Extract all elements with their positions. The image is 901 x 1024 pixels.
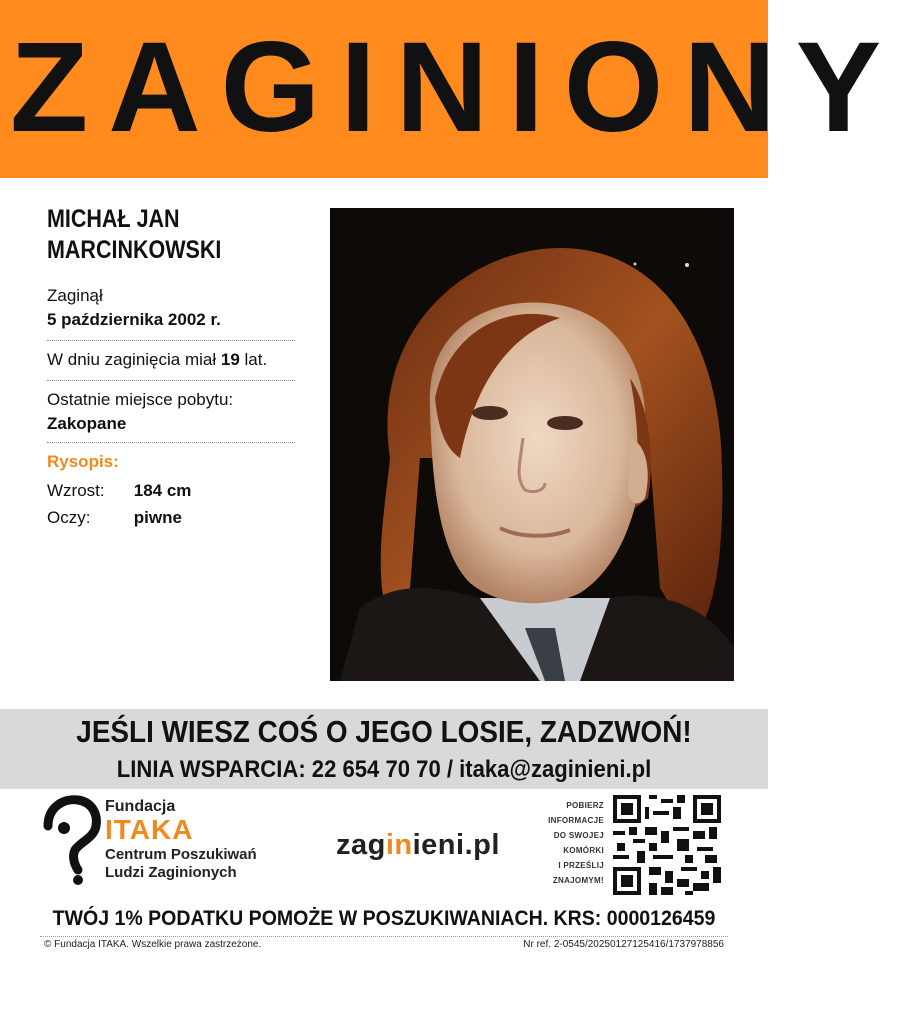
missing-date-field bbox=[47, 284, 297, 332]
description-row bbox=[47, 506, 182, 530]
tax-appeal: TWÓJ 1% PODATKU POMOŻE W POSZUKIWANIACH. KRS: 0000126459 bbox=[52, 907, 716, 930]
site-part-2: in bbox=[385, 829, 413, 861]
logo-fund-text: Fundacja bbox=[105, 798, 176, 815]
height-label: Wzrost: bbox=[47, 481, 105, 500]
poster-title: ZAGINIONY bbox=[10, 16, 901, 159]
divider bbox=[47, 380, 295, 381]
qr-text-line: DO SWOJEJ bbox=[553, 831, 604, 840]
qr-text-line: INFORMACJE bbox=[548, 816, 604, 825]
logo-name: ITAKA bbox=[105, 814, 194, 845]
appeal-line-2: LINIA WSPARCIA: 22 654 70 70 / itaka@zaginieni.pl bbox=[116, 756, 652, 783]
appeal-line-1: JEŚLI WIESZ COŚ O JEGO LOSIE, ZADZWOŃ! bbox=[76, 714, 692, 749]
logo-line-1: Centrum Poszukiwań bbox=[105, 846, 257, 863]
site-part-1: zag bbox=[336, 829, 386, 861]
last-place-field bbox=[47, 388, 297, 436]
person-photo bbox=[330, 208, 734, 681]
qr-text-line: ZNAJOMYM! bbox=[552, 876, 604, 885]
footer-divider bbox=[40, 936, 728, 937]
itaka-logo bbox=[40, 796, 310, 886]
copyright: © Fundacja ITAKA. Wszelkie prawa zastrzeżone. bbox=[44, 939, 262, 950]
last-place-label: Ostatnie miejsce pobytu: bbox=[47, 390, 234, 409]
divider bbox=[47, 340, 295, 341]
qr-text-line: POBIERZ bbox=[566, 801, 604, 810]
height-value: 184 cm bbox=[133, 481, 192, 500]
age-suffix: lat. bbox=[244, 350, 268, 369]
missing-date: 5 października 2002 r. bbox=[47, 310, 221, 329]
header-banner bbox=[0, 0, 901, 178]
eyes-value: piwne bbox=[133, 508, 182, 527]
site-part-3: ieni.pl bbox=[412, 829, 500, 861]
eyes-label: Oczy: bbox=[47, 508, 91, 527]
logo-line-2: Ludzi Zaginionych bbox=[105, 864, 237, 881]
qr-instructions bbox=[520, 798, 604, 888]
age-value: 19 bbox=[220, 350, 240, 369]
website-logo bbox=[336, 829, 500, 862]
qr-code[interactable] bbox=[613, 795, 721, 895]
age-field bbox=[47, 348, 297, 372]
photo-illustration bbox=[330, 208, 734, 681]
question-head-icon bbox=[40, 796, 100, 886]
name-line-1: MICHAŁ JAN bbox=[47, 205, 180, 233]
description-row bbox=[47, 479, 191, 503]
divider bbox=[47, 442, 295, 443]
missing-label: Zaginął bbox=[47, 286, 103, 305]
last-place-value: Zakopane bbox=[47, 414, 127, 433]
description-title: Rysopis: bbox=[47, 452, 119, 471]
reference-number: Nr ref. 2-0545/20250127125416/1737978856 bbox=[523, 939, 724, 950]
qr-text-line: I PRZEŚLIJ bbox=[558, 861, 604, 870]
name-line-2: MARCINKOWSKI bbox=[47, 236, 222, 264]
person-name bbox=[47, 204, 279, 266]
qr-text-line: KOMÓRKI bbox=[563, 846, 604, 855]
age-prefix: W dniu zaginięcia miał bbox=[47, 350, 217, 369]
